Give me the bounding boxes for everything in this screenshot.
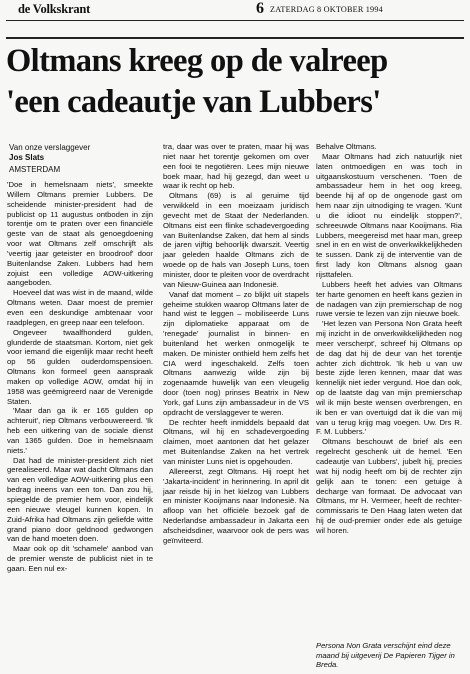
- article-column-1: [7, 180, 153, 574]
- page-number: 6: [256, 0, 264, 17]
- article-column-3: [316, 142, 462, 536]
- paragraph: Oltmans (69) is al geruime tijd verwikkeld in een moeizaam juridisch gevecht met de Staat der Nederlanden. Oltmans eist een flinke schadevergoeding van Buitenlandse Zaken, dat hem al sinds de jaren vijftig behoorlijk dwarszit. Veertig jaar geleden haalde Oltmans zich de woede op de hals van Joseph Luns, toen minister, door te pleiten voor de overdracht van Nieuw-Guinea aan Indonesië.: [163, 191, 309, 289]
- paragraph: 'Maar dan ga ik er 165 gulden op achteruit', riep Oltmans verbouwereerd. 'Ik heb een uitkering van de sociale dienst van 1365 gulden. Doe in hemelsnaam niets.': [7, 406, 153, 455]
- paragraph: Behalve Oltmans.: [316, 142, 377, 151]
- article-column-2: [163, 142, 309, 546]
- paragraph: Lubbers heeft het advies van Oltmans ter harte genomen en heeft kans gezien in de nadagen van zijn premierschap de nog ruwe versie te lezen van zijn nieuwe boek.: [316, 279, 462, 319]
- byline-place: AMSTERDAM: [9, 165, 61, 174]
- headline-top-rule: [6, 37, 464, 39]
- paragraph: Oltmans beschouwt de brief als een regelrecht geschenk uit de hemel. 'Een cadeautje van Lubbers', jubelt hij, precies wat hij nodig heeft om bij de rechter zijn gelijk aan te tonen: een getuige à decharge van formaat. De advocaat van Oltmans, mr H. Vermeer, heeft de rechter-commissaris te Den Haag laten weten dat hij de oud-premier onder ede als getuige wil horen.: [316, 437, 462, 535]
- newspaper-logo: de Volkskrant: [18, 2, 91, 16]
- paragraph: Dat had de minister-president zich niet gerealiseerd. Maar wat dacht Oltmans dan van een volledige AOW-uitkering plus een bedrag ineens van een ton. Dan zou hij, spiegelde de premier hem voor, eindelijk een nieuwe vleugel kunnen kopen. In Zuid-Afrika had Oltmans zijn geliefde witte grand piano door geldnood gedwongen van de hand moeten doen.: [7, 455, 153, 544]
- byline-intro: Van onze verslaggever: [9, 143, 91, 152]
- masthead-rule: [6, 20, 464, 21]
- paragraph: Maar Oltmans had zich natuurlijk niet laten ontmoedigen en was toch in uitgaanskostuum verschenen. 'Toen de ambassadeur hem in het oog kreeg, beende hij af op de ongenode gast om hem naar zijn uitnodiging te vragen. 'Kunt u die idioot nu eindelijk stoppen?', schreeuwde Oltmans naar Kooijmans. Ria Lubbers, meegereisd met haar man, greep snel in en en wist de onverkwikkelijkheden te sussen. Dank zij de interventie van de first lady kon Oltmans alsnog gaan rijsttafelen.: [316, 151, 462, 279]
- byline-author: Jos Slats: [9, 153, 45, 162]
- masthead: [6, 2, 464, 20]
- paragraph: tra, daar was over te praten, maar hij was niet naar het torentje gekomen om over een fooi te negotiëren. Lees mijn nieuwe boek maar, had hij gezegd, dan weet u waar ik recht op heb.: [163, 142, 309, 191]
- paragraph: De rechter heeft inmiddels bepaald dat Oltmans, wil hij en schadevergoeding claimen, moet aantonen dat het gelazer met Buitenlandse Zaken na het vertrek van minister Luns niet is opgehouden.: [163, 417, 309, 466]
- paragraph: Hoeveel dat was wist in de maand, wilde Oltmans weten. Daar moest de premier even een deskundige ambtenaar voor raadplegen, en greep naar een telefoon.: [7, 288, 153, 327]
- paragraph: Ongeveer twaalfhonderd gulden, glunderde de staatsman. Kortom, niet gek voor iemand die eigenlijk maar recht heeft op 56 gulden ouderdomspensioen. Oltmans kon formeel geen aanspraak maken op volledige AOW, omdat hij in 1958 was geëmigreerd naar de Verenigde Staten.: [7, 327, 153, 406]
- issue-date: ZATERDAG 8 OKTOBER 1994: [270, 5, 383, 14]
- paragraph: Vanaf dat moment – zo blijkt uit stapels geheime stukken waarop Oltmans later de hand wist te leggen – mobiliseerde Luns zijn diplomatieke apparaat om de 'renegade' journalist in binnen- en buitenland het werken onmogelijk te maken. De minister onthield hem zelfs het CIA werd ingeschakeld. Zelfs toen Oltmans aanwezig wilde zijn bij zogenaamde huwelijk van een vleugelig door (toen nog) prinses Beatrix in New York, gaf Luns zijn ambassadeur in de VS opdracht de verslaggever te weren.: [163, 289, 309, 417]
- book-caption: Persona Non Grata verschijnt eind deze maand bij uitgeverij De Papieren Tijger in Breda.: [316, 641, 455, 670]
- paragraph: Maar ook op dit 'schamele' aanbod van de premier wenste de publicist niet in te gaan. Een nul ex-: [7, 544, 153, 573]
- paragraph: 'Het lezen van Persona Non Grata heeft mij inzicht in de onverkwikkelijkheden nog meer verscherpt', schreef hij Oltmans op de dag dat hij de deur van het torentje achter zich dichttrok. 'Ik heb u van uw beste zijde leren kennen, maar dat was kennelijk niet ieder vergund. Hoe dan ook, op de laatste dag van mijn premierschap wil ik mijn beste wensen overbrengen, en ik ben er van overtuigd dat ik die van mij van u terug krijg mag voegen. Uw. Drs R. F. M. Lubbers.': [316, 319, 462, 437]
- headline-line-1: Oltmans kreeg op de valreep: [6, 43, 388, 79]
- paragraph: 'Doe in hemelsnaam niets', smeekte Willem Oltmans premier Lubbers. De scheidende minister-president had de publicist op 11 augustus ontboden in zijn torentje om te praten over een financiële geste van de staat als genoegdoening voor wat Oltmans zelf omschrijft als 'veertig jaar geteister en broodroof' door Buitenlandse Zaken. Lubbers had hem zojuist een volledige AOW-uitkering aangeboden.: [7, 180, 153, 288]
- paragraph: Allereerst, zegt Oltmans. Hij roept het 'Jakarta-incident' in herinnering. In april dit jaar reisde hij in het kielzog van Lubbers en minister Kooijmans naar Indonesië. Na afloop van het officiële bezoek gaf de Nederlandse ambassadeur in Jakarta een afscheidsdiner, waarvoor ook de pers was geïnviteerd.: [163, 466, 309, 545]
- headline-line-2: 'een cadeautje van Lubbers': [6, 84, 381, 120]
